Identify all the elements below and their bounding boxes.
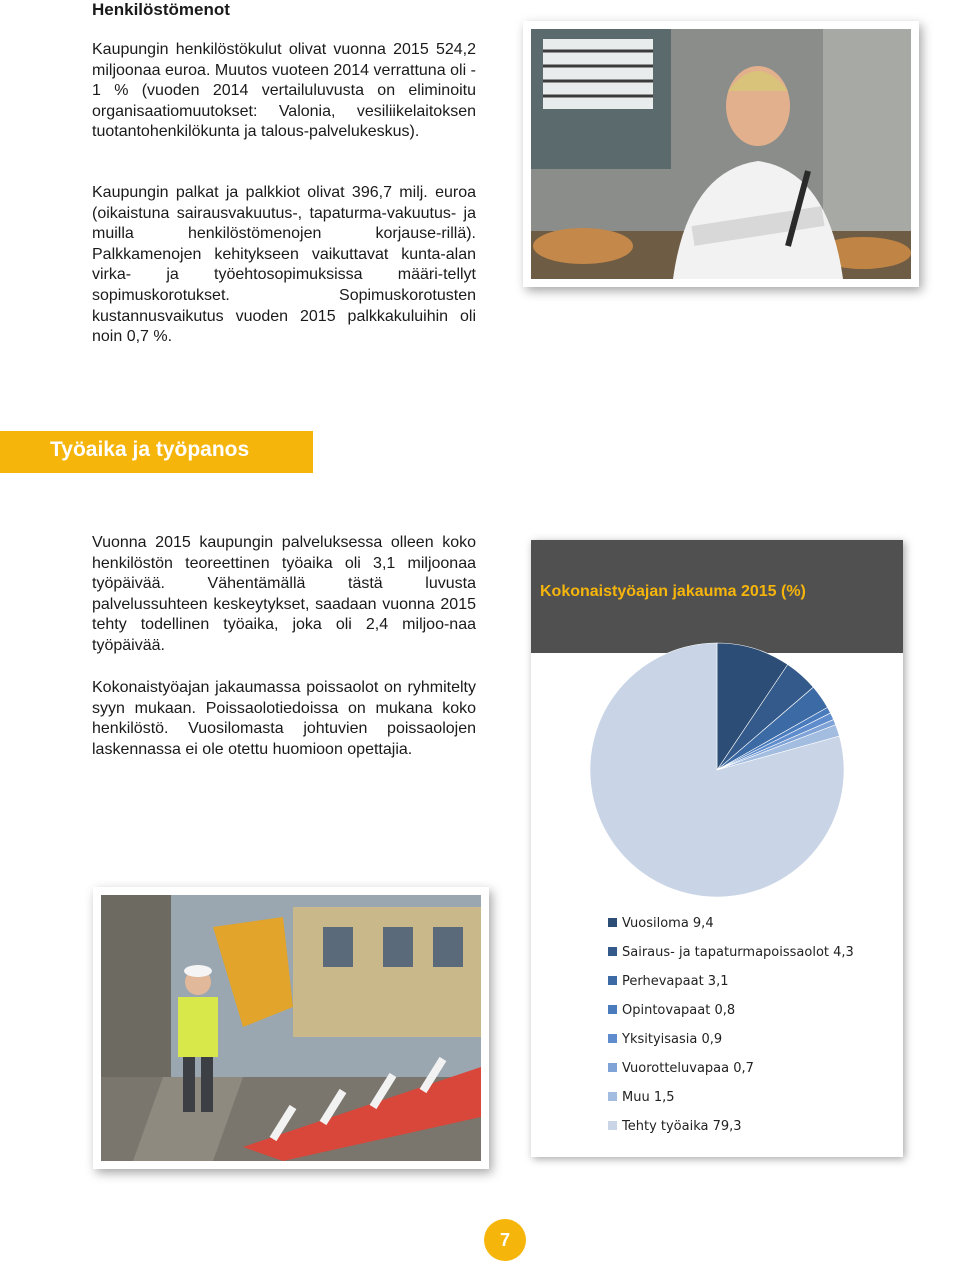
legend-item-5 bbox=[608, 1061, 754, 1076]
legend-label-1: Sairaus- ja tapaturmapoissaolot 4,3 bbox=[622, 945, 854, 960]
legend-swatch-2 bbox=[608, 976, 617, 985]
legend-label-0: Vuosiloma 9,4 bbox=[622, 916, 714, 931]
section-title: Työaika ja työpanos bbox=[50, 438, 250, 461]
legend-swatch-1 bbox=[608, 947, 617, 956]
absence-paragraph: Kokonaistyöajan jakaumassa poissaolot on ryhmitelty syyn mukaan. Poissaolotiedoissa on mukana koko henkilöstö. Vuosilomasta johtuvien poissaolojen laskennassa ei ole otettu huomioon opettajia. bbox=[92, 679, 476, 758]
legend-label-2: Perhevapaat 3,1 bbox=[622, 974, 729, 989]
pie-chart bbox=[531, 540, 903, 900]
construction-worker-photo bbox=[93, 887, 489, 1169]
legend-swatch-5 bbox=[608, 1063, 617, 1072]
legend-label-7: Tehty työaika 79,3 bbox=[622, 1119, 742, 1134]
personnel-costs-paragraph: Kaupungin henkilöstökulut olivat vuonna 2015 524,2 miljoonaa euroa. Muutos vuoteen 2014 verrattuna oli - 1 % (vuoden 2014 vertailuluvusta on eliminoitu organisaatiomuutokset: Valonia, vesiliikelaitoksen tuotantohenkilökunta ja talous-palvelukeskus). bbox=[92, 41, 476, 141]
legend-label-5: Vuorotteluvapaa 0,7 bbox=[622, 1061, 754, 1076]
legend-item-1 bbox=[608, 945, 854, 960]
chef-photo-image bbox=[523, 21, 919, 287]
section-heading: Henkilöstömenot bbox=[92, 0, 230, 19]
salaries-paragraph: Kaupungin palkat ja palkkiot olivat 396,7 milj. euroa (oikaistuna sairausvakuutus-, tapaturma-vakuutus- ja muilla henkilöstömenojen korjause-rillä). Palkkamenojen kehitykseen vaikuttavat kunta-alan virka- ja työehtosopimuksissa määri-tellyt sopimuskorotukset. Sopimuskorotusten kustannusvaikutus vuoden 2015 palkkakuluihin oli noin 0,7 %. bbox=[92, 184, 476, 346]
pie-chart-panel bbox=[531, 540, 903, 1157]
legend-swatch-6 bbox=[608, 1092, 617, 1101]
legend-item-6 bbox=[608, 1090, 675, 1105]
legend-label-4: Yksityisasia 0,9 bbox=[622, 1032, 723, 1047]
legend-item-2 bbox=[608, 974, 728, 989]
legend-item-4 bbox=[608, 1032, 722, 1047]
legend-label-3: Opintovapaat 0,8 bbox=[622, 1003, 736, 1018]
page-number: 7 bbox=[484, 1219, 526, 1261]
legend-swatch-0 bbox=[608, 918, 617, 927]
legend-item-3 bbox=[608, 1003, 735, 1018]
legend-swatch-7 bbox=[608, 1121, 617, 1130]
chart-title: Kokonaistyöajan jakauma 2015 (%) bbox=[540, 583, 806, 600]
working-time-paragraph: Vuonna 2015 kaupungin palveluksessa olleen koko henkilöstön teoreettinen työaika oli 3,1 miljoonaa työpäivää. Vähentämällä tästä luvusta palvelussuhteen keskeytykset, saadaan vuonna 2015 tehty todellinen työaika, joka oli 2,4 miljoo-naa työpäivää. bbox=[92, 534, 476, 654]
legend-swatch-3 bbox=[608, 1005, 617, 1014]
legend-swatch-4 bbox=[608, 1034, 617, 1043]
legend-label-6: Muu 1,5 bbox=[622, 1090, 675, 1105]
legend-item-0 bbox=[608, 916, 714, 931]
construction-photo-image bbox=[93, 887, 489, 1169]
chef-photo bbox=[523, 21, 919, 287]
legend-item-7 bbox=[608, 1119, 742, 1134]
